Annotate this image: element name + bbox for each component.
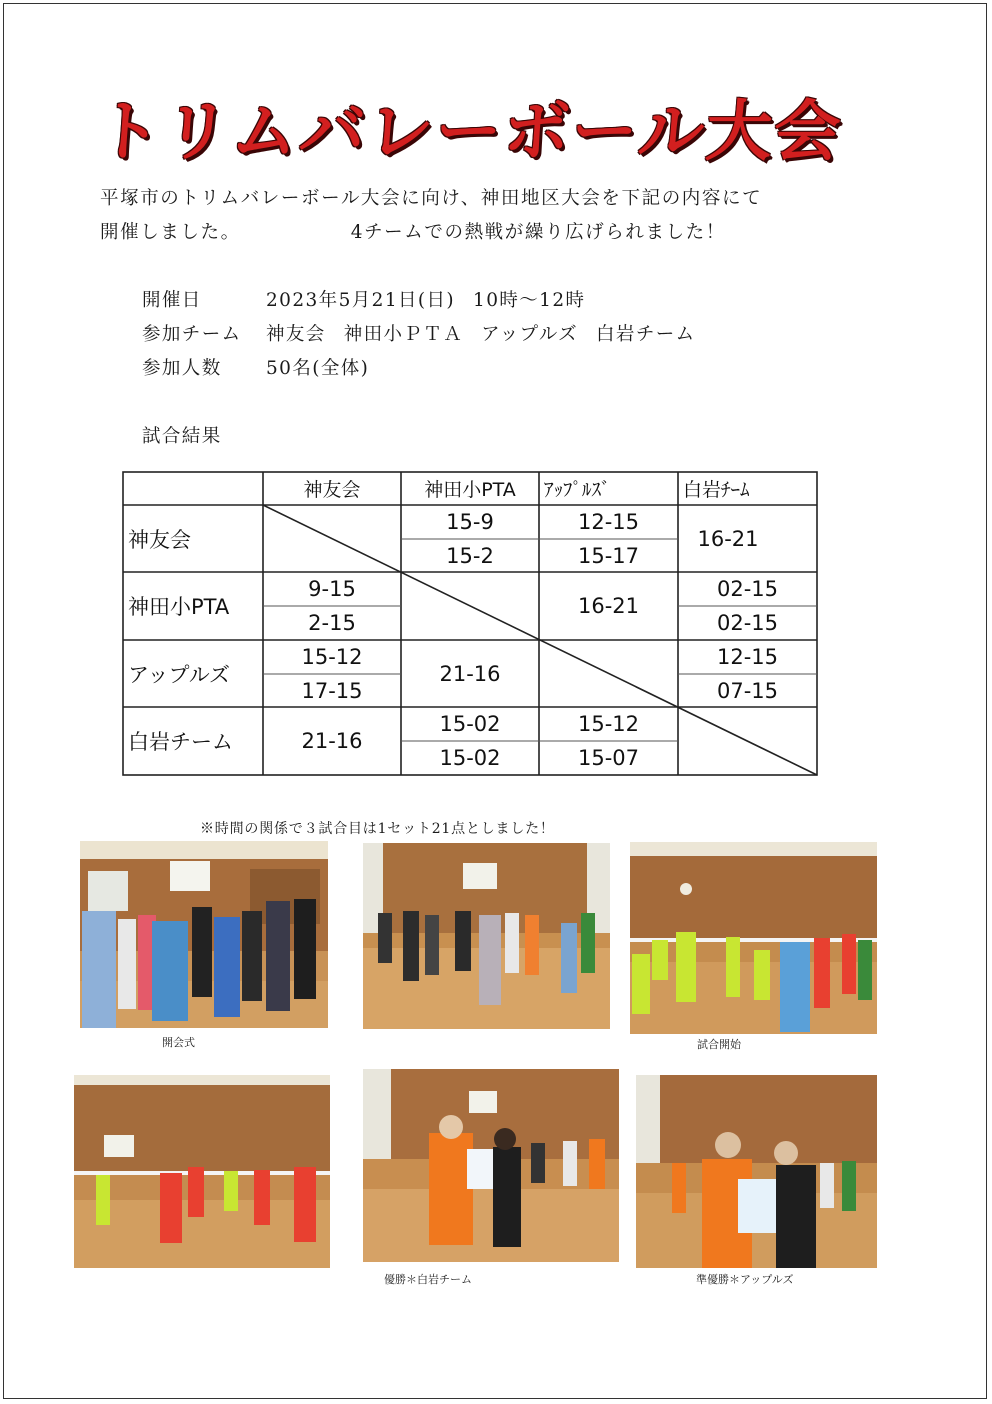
row-header-3: アップルズ [128,662,231,687]
caption-match-start: 試合開始 [697,1038,741,1051]
score-cell: 21-16 [301,729,363,753]
score-cell: 16-21 [577,594,640,618]
intro-line-2a: 開催しました。 [100,222,241,243]
results-label: 試合結果 [142,426,222,447]
col-header-4: 白岩ﾁｰﾑ [683,479,750,501]
score-cell: 2-15 [308,611,356,635]
score-cell: 12-15 [577,510,640,534]
intro-line-1: 平塚市のトリムバレーボール大会に向け、神田地区大会を下記の内容にて [100,188,763,209]
score-cell: 12-15 [716,645,779,669]
score-cell: 15-12 [301,645,363,669]
team-4: 白岩チーム [596,324,696,345]
score-cell: 16-21 [697,526,759,551]
intro-line-2b: 4チームでの熱戦が繰り広げられました！ [350,222,726,243]
intro-line-2 [100,216,860,250]
time-note: ※時間の関係で３試合目は1セット21点としました！ [200,821,555,837]
col-header-1: 神友会 [303,479,361,501]
score-cell: 21-16 [439,661,501,686]
photo-opening-ceremony [80,841,328,1028]
results-table [122,471,818,776]
date-label: 開催日 [142,290,202,311]
intro-text [100,182,860,250]
teams-label: 参加チーム [142,324,242,345]
score-cell: 15-02 [439,746,501,770]
team-1: 神友会 [266,324,326,345]
people-value: 50名(全体) [266,358,370,379]
people-label: 参加人数 [142,358,222,379]
team-2: 神田小ＰＴＡ [343,324,464,345]
score-cell: 15-12 [577,712,640,736]
row-header-2: 神田小PTA [128,595,230,619]
caption-opening: 開会式 [162,1036,195,1049]
row-header-4: 白岩チーム [128,730,233,754]
photo-winner [363,1069,619,1262]
score-cell: 15-9 [446,510,494,534]
score-cell: 15-02 [439,712,501,736]
score-cell: 15-17 [577,543,640,568]
date-value: 2023年5月21日(日) [266,290,456,311]
score-cell: 15-07 [577,746,640,770]
team-3: アップルズ [481,324,579,345]
score-cell: 02-15 [716,577,779,601]
photo-runner-up [636,1075,877,1268]
col-header-2: 神田小PTA [424,479,516,501]
date-row [142,284,696,318]
photo-game [74,1075,330,1268]
photo-match-start [630,842,877,1034]
caption-runner-up: 準優勝＊アップルズ [696,1273,794,1286]
people-row [142,352,696,386]
caption-winner: 優勝＊白岩チーム [384,1273,472,1286]
score-cell: 9-15 [308,577,356,601]
col-header-3: ｱｯﾌﾟﾙｽﾞ [544,479,611,501]
score-cell: 17-15 [301,678,363,703]
time-value: 10時～12時 [473,290,586,311]
teams-row [142,318,696,352]
score-cell: 02-15 [716,611,779,635]
score-cell: 07-15 [716,678,779,703]
event-info [142,284,696,386]
row-header-1: 神友会 [128,527,191,552]
page-title: トリムバレーボール大会 [92,93,845,170]
score-cell: 15-2 [446,543,494,568]
photo-warmup [363,843,610,1029]
